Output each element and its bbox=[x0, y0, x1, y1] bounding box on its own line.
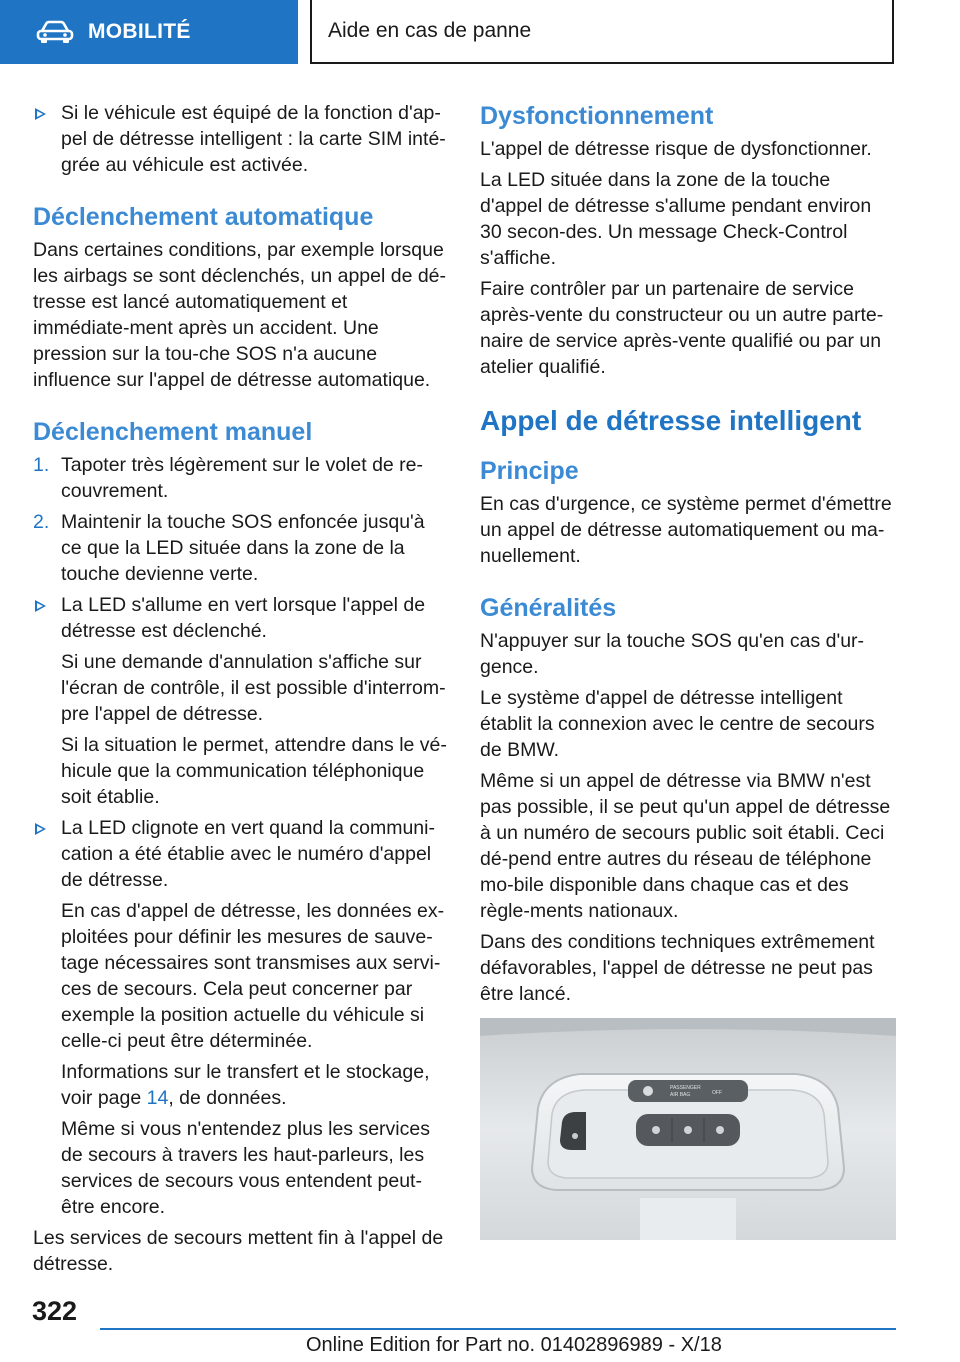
step-number: 2. bbox=[33, 511, 50, 533]
auto-trigger-text: Dans certaines conditions, par exemple lorsque les airbags se sont déclenchés, un appel de dé-tresse est lancé automatiquement et immédiate-ment après un accident. Une pression sur la tou-che SOS n'a aucune influence sur l'appel de détresse automatique. bbox=[33, 239, 447, 391]
list-item bbox=[33, 592, 447, 644]
bullet-text: La LED clignote en vert quand la communi-cation a été établie avec le numéro d'appel de détresse. bbox=[61, 817, 435, 891]
left-column bbox=[33, 100, 447, 1282]
principle-heading: Principe bbox=[480, 457, 579, 485]
malfunction-para: La LED située dans la zone de la touche d'appel de détresse s'allume pendant environ 30 secon-des. Un message Check-Control s'affiche. bbox=[480, 169, 872, 269]
malfunction-para: Faire contrôler par un partenaire de service après-vente du constructeur ou un autre parte-naire de service après-vente qualifié ou par un atelier qualifié. bbox=[480, 278, 884, 378]
triangle-bullet-icon bbox=[35, 823, 46, 835]
edition-note: Online Edition for Part no. 01402896989 - X/18 bbox=[306, 1334, 722, 1356]
list-item bbox=[33, 815, 447, 893]
bullet-para: Si une demande d'annulation s'affiche sur l'écran de contrôle, il est possible d'interrom-pre l'appel de détresse. bbox=[61, 651, 446, 725]
ref-text: , de données. bbox=[168, 1087, 287, 1109]
bullet-para: Même si vous n'entendez plus les services de secours à travers les haut-parleurs, les services de secours vous entendent peut-être encore. bbox=[61, 1118, 430, 1218]
malfunction-para: L'appel de détresse risque de dysfonctionner. bbox=[480, 138, 872, 160]
svg-text:OFF: OFF bbox=[712, 1090, 722, 1096]
closing-text: Les services de secours mettent fin à l'appel de détresse. bbox=[33, 1227, 444, 1275]
list-item bbox=[33, 100, 447, 178]
general-para: Le système d'appel de détresse intelligent établit la connexion avec le centre de secours de BMW. bbox=[480, 687, 875, 761]
page-reference bbox=[33, 1059, 447, 1111]
page-link[interactable]: 14 bbox=[146, 1087, 169, 1109]
triangle-bullet-icon bbox=[35, 600, 46, 612]
manual-trigger-heading: Déclenchement manuel bbox=[33, 418, 313, 446]
general-para: Dans des conditions techniques extrêmement défavorables, l'appel de détresse ne peut pas être lancé. bbox=[480, 931, 875, 1005]
list-item bbox=[33, 452, 447, 504]
principle-text: En cas d'urgence, ce système permet d'émettre un appel de détresse automatiquement ou ma-nuellement. bbox=[480, 493, 892, 567]
step-text: Tapoter très légèrement sur le volet de re-couvrement. bbox=[61, 454, 424, 502]
svg-text:PASSENGER: PASSENGER bbox=[670, 1085, 701, 1091]
bullet-para: Si la situation le permet, attendre dans le vé-hicule que la communication téléphonique soit établie. bbox=[61, 734, 447, 808]
right-column bbox=[480, 100, 896, 1066]
svg-text:AIR BAG: AIR BAG bbox=[670, 1092, 691, 1098]
bullet-text: La LED s'allume en vert lorsque l'appel de détresse est déclenché. bbox=[61, 594, 426, 642]
general-heading: Généralités bbox=[480, 594, 617, 622]
step-text: Maintenir la touche SOS enfoncée jusqu'à ce que la LED située dans la zone de la touche devienne verte. bbox=[61, 511, 425, 585]
smart-call-heading: Appel de détresse intelligent bbox=[480, 405, 862, 436]
triangle-bullet-icon bbox=[35, 108, 46, 120]
general-para: Même si un appel de détresse via BMW n'est pas possible, il se peut qu'un appel de détresse à un numéro de secours public soit établi. Ceci dé-pend entre autres du réseau de téléphone mo-bile disponible dans chaque cas et des règle-ments nationaux. bbox=[480, 770, 891, 922]
chapter-label: Aide en cas de panne bbox=[328, 19, 532, 42]
ref-text: Informations sur le transfert et le stockage, voir page bbox=[61, 1061, 430, 1109]
page-number: 322 bbox=[32, 1296, 78, 1326]
section-tab bbox=[0, 0, 298, 64]
section-label: MOBILITÉ bbox=[88, 20, 191, 43]
step-number: 1. bbox=[33, 454, 50, 476]
chapter-header bbox=[310, 0, 894, 64]
list-item bbox=[33, 509, 447, 587]
malfunction-heading: Dysfonctionnement bbox=[480, 102, 714, 130]
footer-rule bbox=[100, 1328, 896, 1330]
auto-trigger-heading: Déclenchement automatique bbox=[33, 203, 374, 231]
overhead-console-image bbox=[480, 1018, 896, 1240]
intro-bullet-text: Si le véhicule est équipé de la fonction d'ap-pel de détresse intelligent : la carte SIM inté-grée au véhicule est activée. bbox=[61, 102, 446, 176]
car-icon bbox=[36, 20, 74, 44]
bullet-para: En cas d'appel de détresse, les données ex-ploitées pour définir les mesures de sauve-tage nécessaires sont transmises aux servi-ces de secours. Cela peut concerner par exemple la position actuelle du véhicule si celle-ci peut être déterminée. bbox=[61, 900, 445, 1052]
general-para: N'appuyer sur la touche SOS qu'en cas d'ur-gence. bbox=[480, 630, 865, 678]
